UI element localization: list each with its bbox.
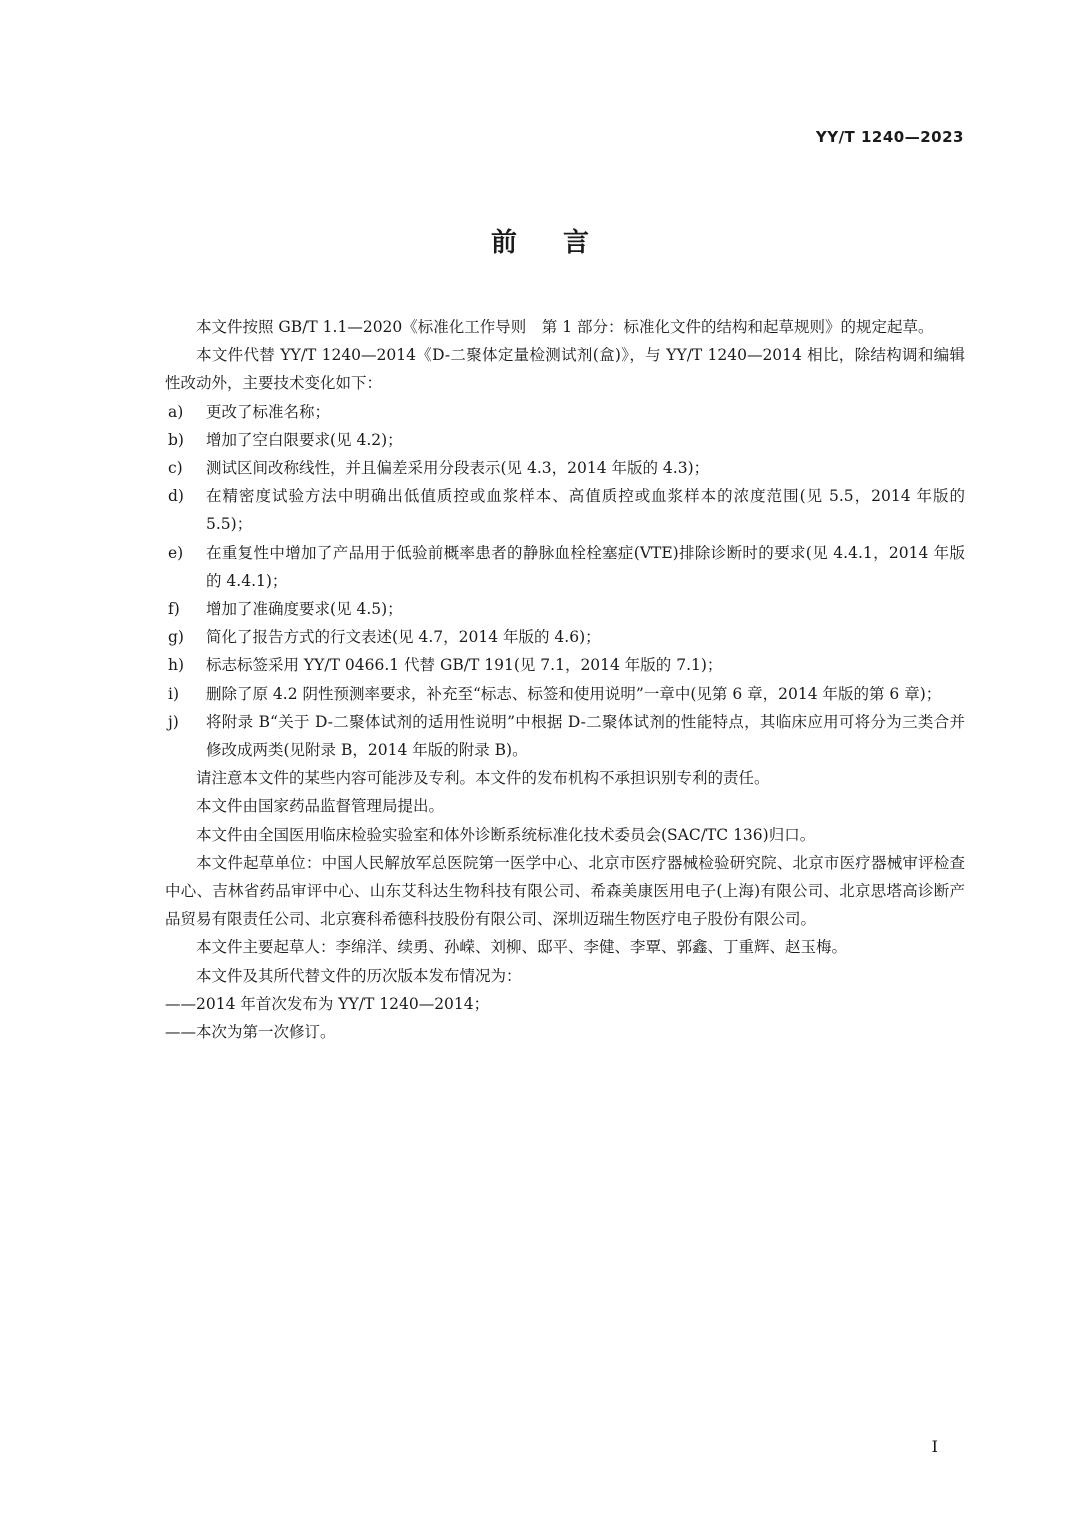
list-item-text: 标志标签采用 YY/T 0466.1 代替 GB/T 191(见 7.1，2014 年版的 7.1)； bbox=[206, 656, 723, 675]
drafting-units-paragraph: 本文件起草单位：中国人民解放军总医院第一医学中心、北京市医疗器械检验研究院、北京市医疗器械审评检查中心、吉林省药品审评中心、山东艾科达生物科技有限公司、希森美康医用电子(上海)有限公司、北京思塔高诊断产品贸易有限责任公司、北京赛科希德科技股份有限公司、深圳迈瑞生物医疗电子股份有限公司。 bbox=[165, 853, 965, 929]
list-marker: f) bbox=[168, 600, 180, 619]
list-item-text: 在精密度试验方法中明确出低值质控或血浆样本、高值质控或血浆样本的浓度范围(见 5.5，2014 年版的 5.5)； bbox=[206, 487, 965, 534]
page-title: 前言 bbox=[490, 228, 635, 258]
list-marker: a) bbox=[168, 402, 184, 421]
history-intro-paragraph: 本文件及其所代替文件的历次版本发布情况为： bbox=[196, 966, 522, 985]
list-marker: h) bbox=[168, 656, 185, 675]
patent-notice-paragraph: 请注意本文件的某些内容可能涉及专利。本文件的发布机构不承担识别专利的责任。 bbox=[196, 769, 770, 788]
drafters-paragraph: 本文件主要起草人：李绵洋、续勇、孙嵘、刘柳、邸平、李健、李覃、郭鑫、丁重辉、赵玉梅。 bbox=[196, 938, 848, 957]
history-item: ——2014 年首次发布为 YY/T 1240—2014； bbox=[165, 994, 490, 1013]
intro-paragraph-replacement: 本文件代替 YY/T 1240—2014《D-二聚体定量检测试剂(盒)》，与 YY/T 1240—2014 相比，除结构调和编辑性改动外，主要技术变化如下： bbox=[165, 346, 965, 393]
technical-changes-list bbox=[165, 398, 965, 765]
list-item bbox=[165, 680, 965, 708]
list-item-text: 简化了报告方式的行文表述(见 4.7，2014 年版的 4.6)； bbox=[206, 628, 601, 647]
list-item bbox=[165, 454, 965, 482]
list-item bbox=[165, 595, 965, 623]
list-marker: j) bbox=[168, 712, 179, 731]
list-item bbox=[165, 426, 965, 454]
list-item bbox=[165, 482, 965, 538]
committee-paragraph: 本文件由全国医用临床检验实验室和体外诊断系统标准化技术委员会(SAC/TC 136)归口。 bbox=[196, 825, 816, 844]
history-item: ——本次为第一次修订。 bbox=[165, 1023, 336, 1042]
list-item bbox=[165, 651, 965, 679]
list-item-text: 将附录 B“关于 D-二聚体试剂的适用性说明”中根据 D-二聚体试剂的性能特点，其临床应用可将分为三类合并修改成两类(见附录 B，2014 年版的附录 B)。 bbox=[206, 712, 965, 760]
list-marker: c) bbox=[168, 459, 183, 478]
list-item-text: 在重复性中增加了产品用于低验前概率患者的静脉血栓栓塞症(VTE)排除诊断时的要求(见 4.4.1，2014 年版的 4.4.1)； bbox=[206, 543, 965, 590]
list-item bbox=[165, 623, 965, 651]
proposer-paragraph: 本文件由国家药品监督管理局提出。 bbox=[196, 797, 445, 816]
list-item-text: 测试区间改称线性，并且偏差采用分段表示(见 4.3，2014 年版的 4.3)； bbox=[206, 459, 710, 478]
list-item-text: 更改了标准名称； bbox=[206, 402, 331, 421]
list-item bbox=[165, 708, 965, 764]
page-number: I bbox=[931, 1437, 938, 1456]
list-item bbox=[165, 539, 965, 595]
list-marker: i) bbox=[168, 684, 180, 703]
list-item-text: 增加了准确度要求(见 4.5)； bbox=[206, 600, 403, 619]
list-item-text: 删除了原 4.2 阴性预测率要求，补充至“标志、标签和使用说明”一章中(见第 6 章，2014 年版的第 6 章)； bbox=[206, 684, 942, 703]
preface-body bbox=[165, 313, 965, 1046]
list-marker: e) bbox=[168, 543, 184, 562]
list-marker: g) bbox=[168, 628, 184, 647]
intro-paragraph-drafting-rules: 本文件按照 GB/T 1.1—2020《标准化工作导则 第 1 部分：标准化文件的结构和起草规则》的规定起草。 bbox=[196, 318, 934, 336]
list-item bbox=[165, 398, 965, 426]
list-item-text: 增加了空白限要求(见 4.2)； bbox=[206, 430, 403, 449]
standard-code: YY/T 1240—2023 bbox=[815, 128, 964, 146]
list-marker: d) bbox=[168, 487, 184, 506]
list-marker: b) bbox=[168, 430, 184, 449]
